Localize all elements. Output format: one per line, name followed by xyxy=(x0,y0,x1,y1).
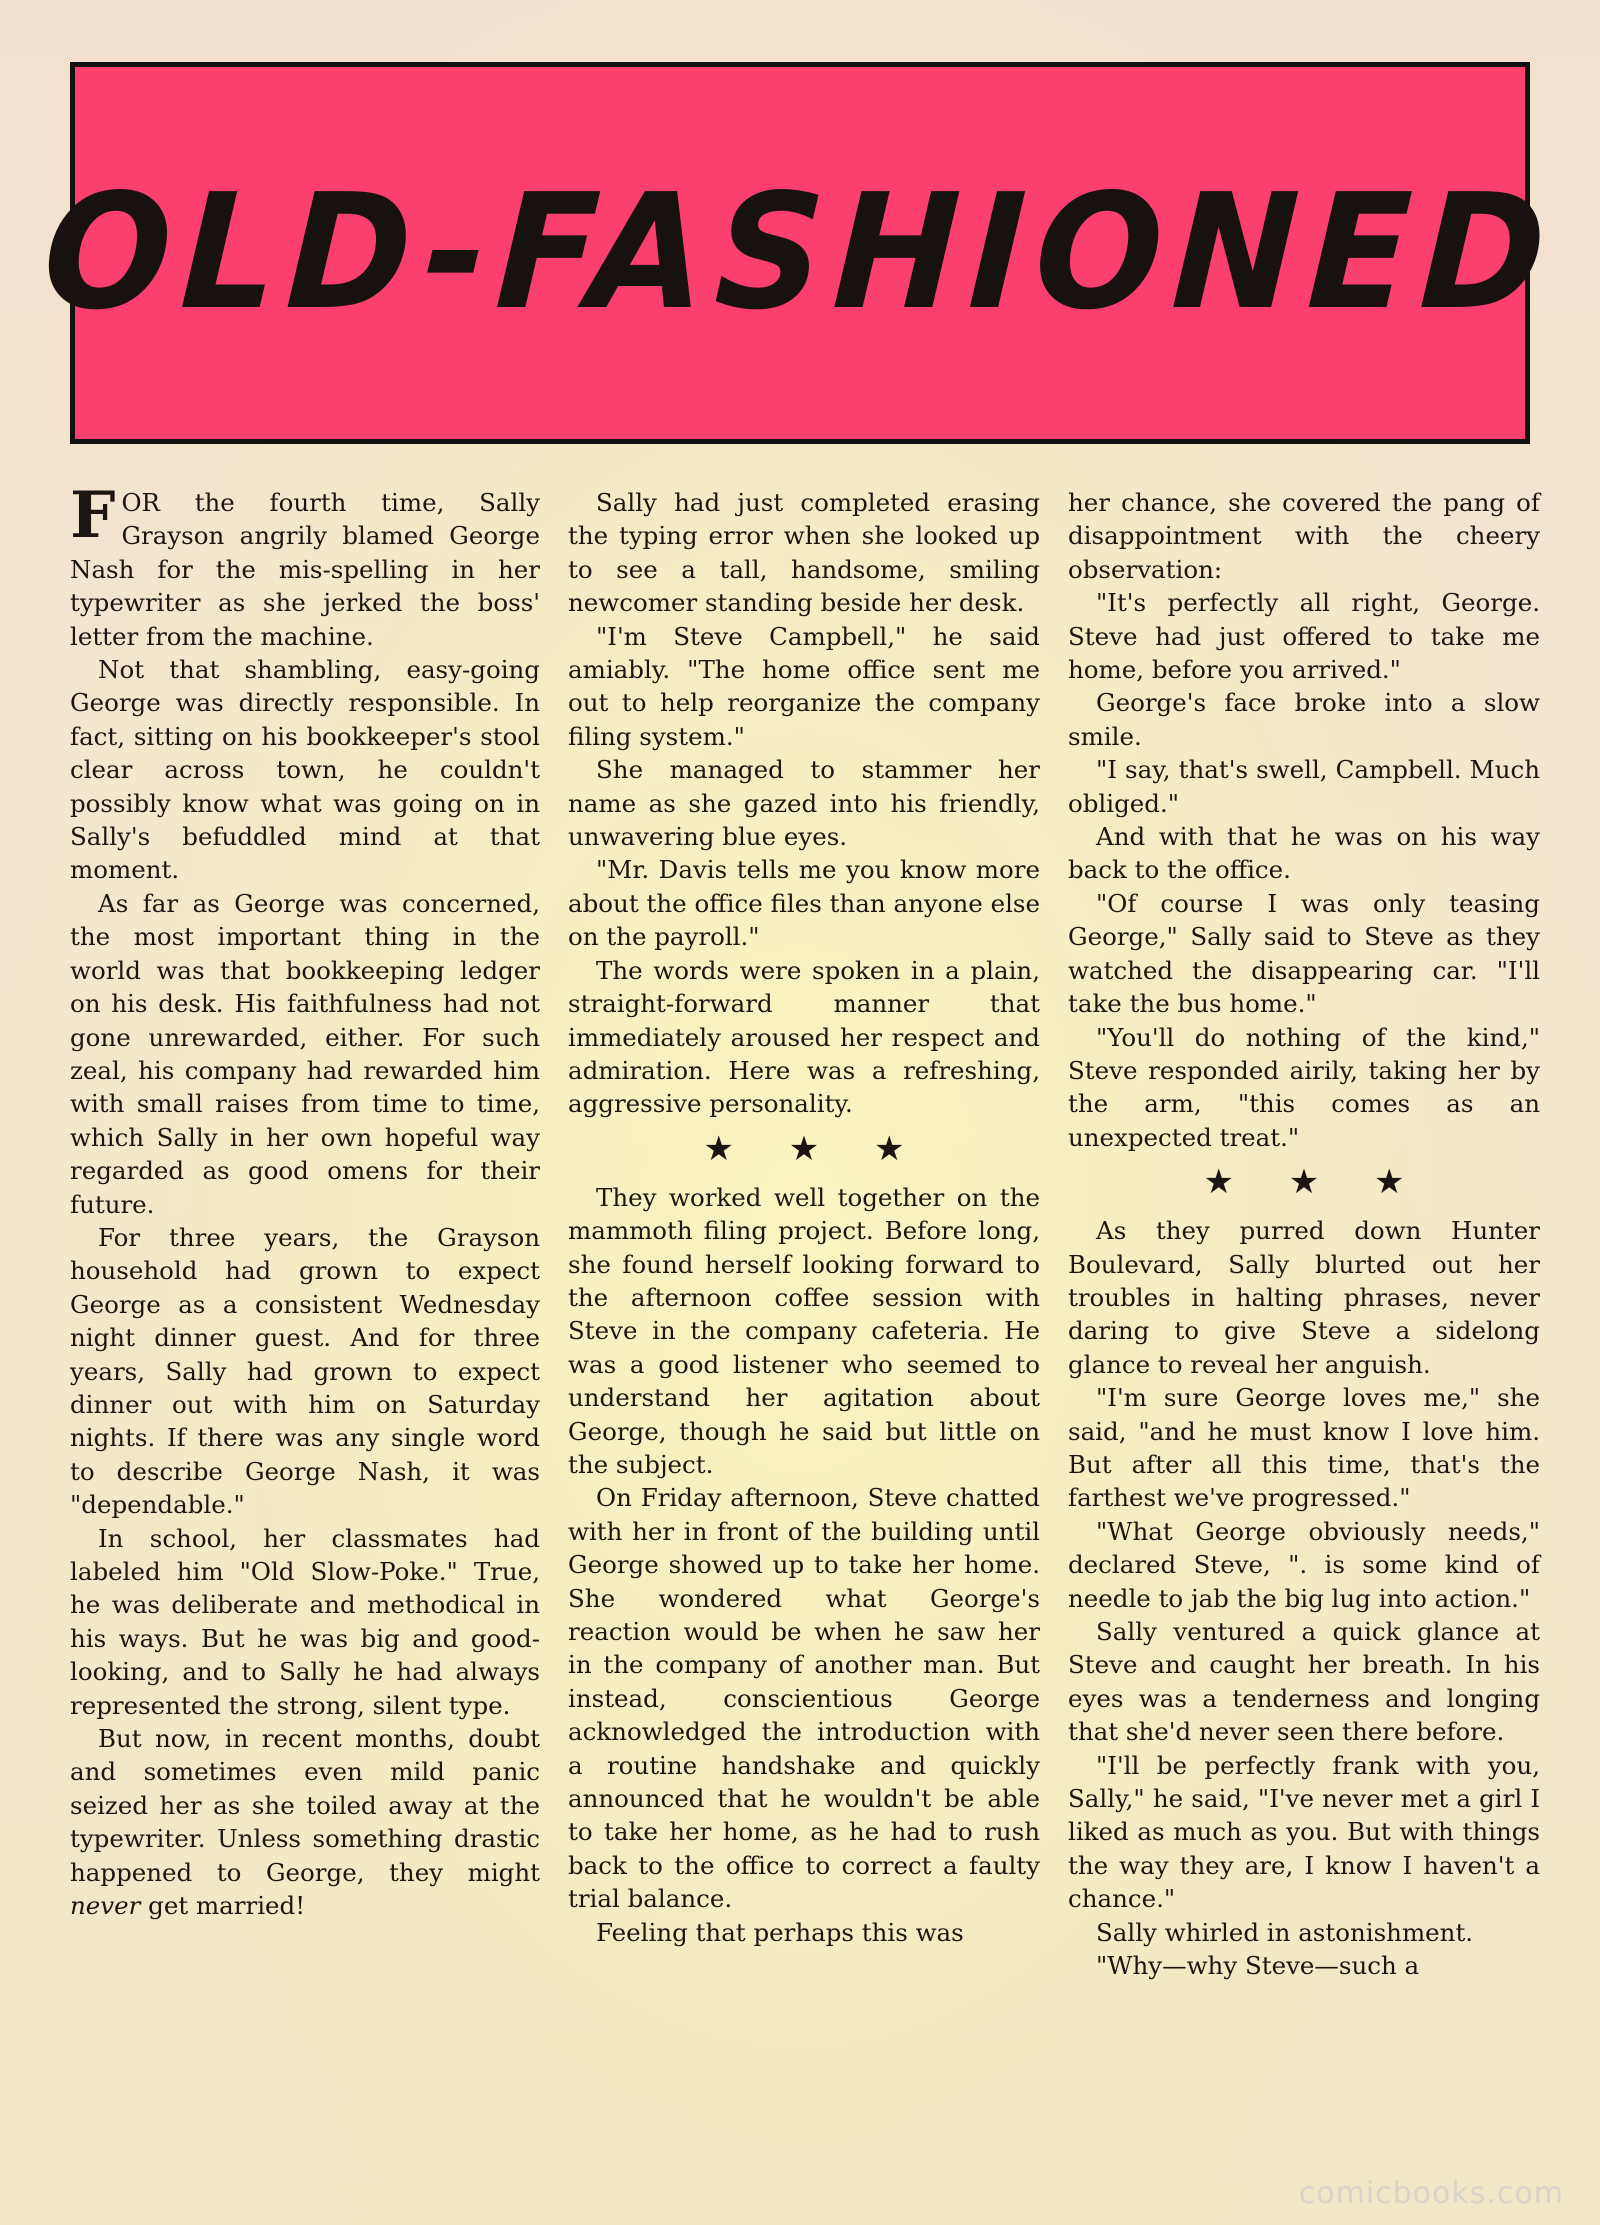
paragraph: On Friday afternoon, Steve chatted with her in front of the building until George showed up to take her home. She wondered what George's reaction would be when he saw her in the company of another man. But instead, conscientious George acknowledged the introduction with a routine handshake and quickly announced that he wouldn't be able to take her home, as he had to rush back to the office to correct a faulty trial balance. xyxy=(568,1483,1040,1914)
paragraph: her chance, she covered the pang of disappointment with the cheery observation: xyxy=(1068,488,1540,584)
paragraph: "What George obviously needs," declared Steve, ". is some kind of needle to jab the big lug into action." xyxy=(1068,1516,1540,1613)
watermark: comicbooks.com xyxy=(1298,2176,1564,2211)
paragraph: "I'll be perfectly frank with you, Sally," he said, "I've never met a girl I liked as much as you. But with things the way they are, I know I haven't a chance." xyxy=(1068,1750,1540,1914)
paragraph: They worked well together on the mammoth filing project. Before long, she found herself looking forward to the afternoon coffee session with Steve in the company cafeteria. He was a good listener who seemed to understand her agitation about George, though he said but little on the subject. xyxy=(568,1182,1040,1479)
section-break-stars: ★ ★ ★ xyxy=(1203,1162,1427,1203)
paragraph: The words were spoken in a plain, straight-forward manner that immediately aroused her respect and admiration. Here was a refreshing, aggressive personality. xyxy=(568,955,1040,1119)
paragraph: As far as George was concerned, the most important thing in the world was that bookkeeping ledger on his desk. His faithfulness had not gone unrewarded, either. For such zeal, his company had rewarded him with small raises from time to time, which Sally in her own hopeful way regarded as good omens for their future. xyxy=(70,888,540,1219)
text-column-2 xyxy=(568,486,1040,1949)
paragraph-text: OR the fourth time, Sally Grayson angrily blamed George Nash for the mis-spelling in her typewriter as she jerked the boss' letter from the machine. xyxy=(70,488,540,651)
paragraph-text: But now, in recent months, doubt and sometimes even mild panic seized her as she toiled away at the typewriter. Unless something drastic happened to George, they might xyxy=(70,1724,540,1887)
paragraph: Sally ventured a quick glance at Steve and caught her breath. In his eyes was a tenderness and longing that she'd never seen there before. xyxy=(1068,1617,1540,1747)
paragraph: "It's perfectly all right, George. Steve had just offered to take me home, before you arrived." xyxy=(1068,588,1540,685)
story-title: OLD-FASHIONED xyxy=(39,160,1561,346)
drop-cap: F xyxy=(70,478,116,553)
paragraph: In school, her classmates had labeled him "Old Slow-Poke." True, he was deliberate and methodical in his ways. But he was big and good-looking, and to Sally he had always represented the strong, silent type. xyxy=(70,1523,540,1720)
paragraph: "I'm sure George loves me," she said, "and he must know I love him. But after all this time, that's the farthest we've progressed." xyxy=(1068,1383,1540,1513)
paragraph: "Of course I was only teasing George," Sally said to Steve as they watched the disappearing car. "I'll take the bus home." xyxy=(1068,888,1540,1019)
paragraph: For three years, the Grayson household had grown to expect George as a consistent Wednesday night dinner guest. And for three years, Sally had grown to expect dinner out with him on Saturday nights. If there was any single word to describe George Nash, it was "dependable." xyxy=(70,1222,540,1520)
paragraph xyxy=(70,1722,540,1922)
paragraph: George's face broke into a slow smile. xyxy=(1068,688,1540,751)
paragraph: Feeling that perhaps this was xyxy=(596,1917,964,1947)
paragraph: Sally whirled in astonishment. xyxy=(1096,1917,1474,1947)
section-break-stars: ★ ★ ★ xyxy=(703,1128,927,1169)
paragraph: "Mr. Davis tells me you know more about the office files than anyone else on the payroll." xyxy=(568,855,1040,952)
emphasis-text: never xyxy=(70,1891,141,1921)
paragraph: "I say, that's swell, Campbell. Much obliged." xyxy=(1068,755,1540,818)
paragraph: And with that he was on his way back to the office. xyxy=(1068,822,1540,885)
paragraph: Not that shambling, easy-going George was directly responsible. In fact, sitting on his bookkeeper's stool clear across town, he couldn't possibly know what was going on in Sally's befuddled mind at that moment. xyxy=(70,655,540,885)
text-column-3 xyxy=(1068,486,1540,1982)
paragraph: "I'm Steve Campbell," he said amiably. "The home office sent me out to help reorganize the company filing system." xyxy=(568,621,1040,751)
paragraph: Sally had just completed erasing the typing error when she looked up to see a tall, handsome, smiling newcomer standing beside her desk. xyxy=(568,488,1040,618)
paragraph xyxy=(70,478,540,653)
paragraph: "You'll do nothing of the kind," Steve responded airily, taking her by the arm, "this comes as an unexpected treat." xyxy=(1068,1022,1540,1152)
title-banner xyxy=(39,62,1561,444)
paragraph: She managed to stammer her name as she gazed into his friendly, unwavering blue eyes. xyxy=(568,755,1040,852)
paragraph: As they purred down Hunter Boulevard, Sally blurted out her troubles in halting phrases, never daring to give Steve a sidelong glance to reveal her anguish. xyxy=(1068,1216,1540,1379)
text-column-1 xyxy=(70,478,540,1922)
paragraph: "Why—why Steve—such a xyxy=(1096,1951,1420,1981)
paragraph-text: get married! xyxy=(140,1891,306,1921)
